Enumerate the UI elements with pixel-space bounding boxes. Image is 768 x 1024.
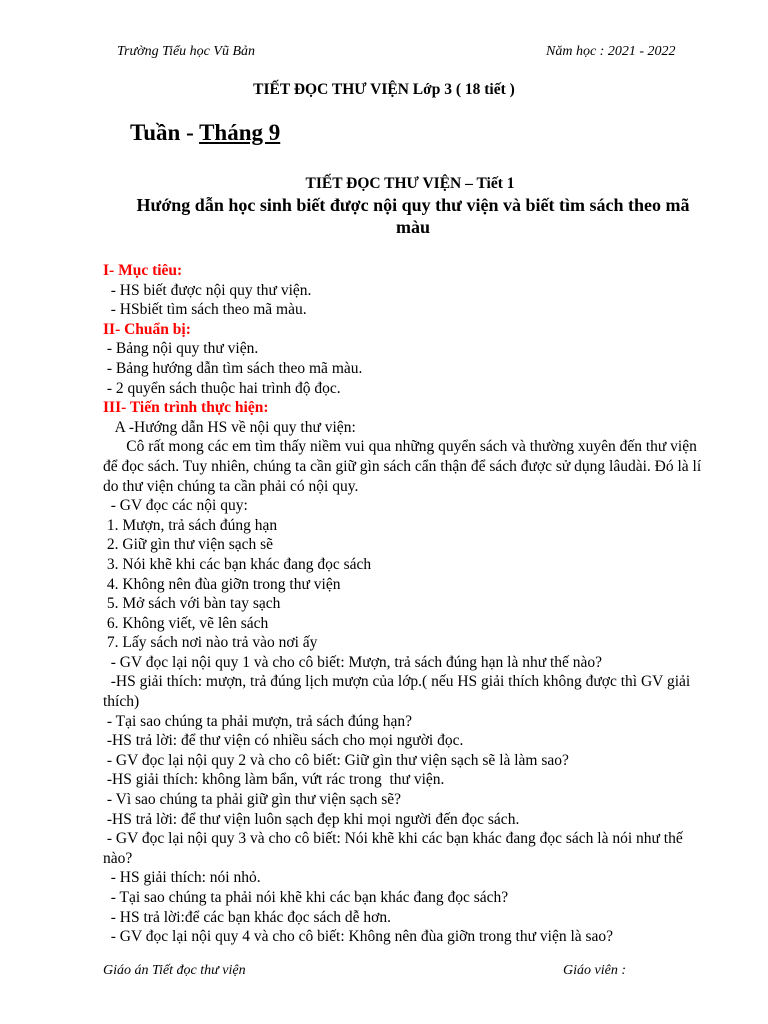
body-line: -HS trả lời: để thư viện có nhiều sách cho mọi người đọc. [103,732,464,750]
rule-item: 3. Nói khẽ khi các bạn khác đang đọc sách [103,555,372,573]
body-line: -HS trả lời: để thư viện luôn sạch đẹp khi mọi người đến đọc sách. [103,810,520,828]
rule-item: 1. Mượn, trả sách đúng hạn [103,516,278,534]
rule-item: 5. Mở sách với bàn tay sạch [103,595,281,613]
body-paragraph: Cô rất mong các em tìm thấy niềm vui qua những quyển sách và thường xuyên đến thư viện để đọc sách. Tuy nhiên, chúng ta cần giữ gìn sách cẩn thận để sách được sử dụng lâudài. Đó là lí do thư viện chúng ta cần phải có nội quy. [103,438,706,495]
rule-item: 7. Lấy sách nơi nào trả vào nơi ấy [103,634,318,652]
footer-document-name: Giáo án Tiết đọc thư viện [103,963,246,978]
header-school-year: Năm học : 2021 - 2022 [546,44,676,59]
body-line: - HS biết được nội quy thư viện. [103,281,312,299]
body-line: - HS giải thích: nói nhỏ. [103,869,261,887]
section-heading-objectives: I- Mục tiêu: [103,262,183,279]
body-line: - GV đọc lại nội quy 3 và cho cô biết: Nói khẽ khi các bạn khác đang đọc sách là nói như thế nào? [103,830,687,867]
week-heading [130,120,280,146]
body-line: - GV đọc các nội quy: [103,497,248,515]
body-line: - GV đọc lại nội quy 1 và cho cô biết: Mượn, trả sách đúng hạn là như thế nào? [103,653,603,671]
header-school: Trường Tiểu học Vũ Bản [117,44,256,59]
course-title: TIẾT ĐỌC THƯ VIỆN Lớp 3 ( 18 tiết ) [253,81,515,98]
body-line: - Tại sao chúng ta phải mượn, trả sách đúng hạn? [103,712,413,730]
lesson-body [103,261,713,947]
section-heading-preparation: II- Chuẩn bị: [103,320,191,338]
body-line: - 2 quyển sách thuộc hai trình độ đọc. [103,379,341,397]
rule-item: 4. Không nên đùa giỡn trong thư viện [103,575,341,593]
week-month: Tháng 9 [199,120,281,145]
body-line: -HS giải thích: không làm bẩn, vứt rác trong thư viện. [103,771,445,789]
body-line: - Bảng hướng dẫn tìm sách theo mã màu. [103,359,363,377]
body-line: - HS trả lời:để các bạn khác đọc sách dễ hơn. [103,908,391,926]
body-line: -HS giải thích: mượn, trả đúng lịch mượn của lớp.( nếu HS giải thích không được thì GV giải thích) [103,673,695,711]
lesson-subtitle: Hướng dẫn học sinh biết được nội quy thư viện và biết tìm sách theo mã màu [136,195,690,237]
week-prefix: Tuần - [130,120,200,145]
body-line: - Bảng nội quy thư viện. [103,340,259,358]
body-line: A -Hướng dẫn HS về nội quy thư viện: [103,418,356,436]
body-line: - GV đọc lại nội quy 2 và cho cô biết: Giữ gìn thư viện sạch sẽ là làm sao? [103,751,569,769]
body-line: - Vì sao chúng ta phải giữ gìn thư viện sạch sẽ? [103,791,402,809]
body-line: - Tại sao chúng ta phải nói khẽ khi các bạn khác đang đọc sách? [103,889,509,906]
footer-teacher: Giáo viên : [563,963,626,978]
body-line: - HSbiết tìm sách theo mã màu. [103,301,307,319]
section-heading-procedure: III- Tiến trình thực hiện: [103,399,269,417]
lesson-title: TIẾT ĐỌC THƯ VIỆN – Tiết 1 [305,175,515,192]
body-line: - GV đọc lại nội quy 4 và cho cô biết: Không nên đùa giỡn trong thư viện là sao? [103,928,614,946]
rule-item: 2. Giữ gìn thư viện sạch sẽ [103,536,274,554]
rule-item: 6. Không viết, vẽ lên sách [103,614,269,632]
